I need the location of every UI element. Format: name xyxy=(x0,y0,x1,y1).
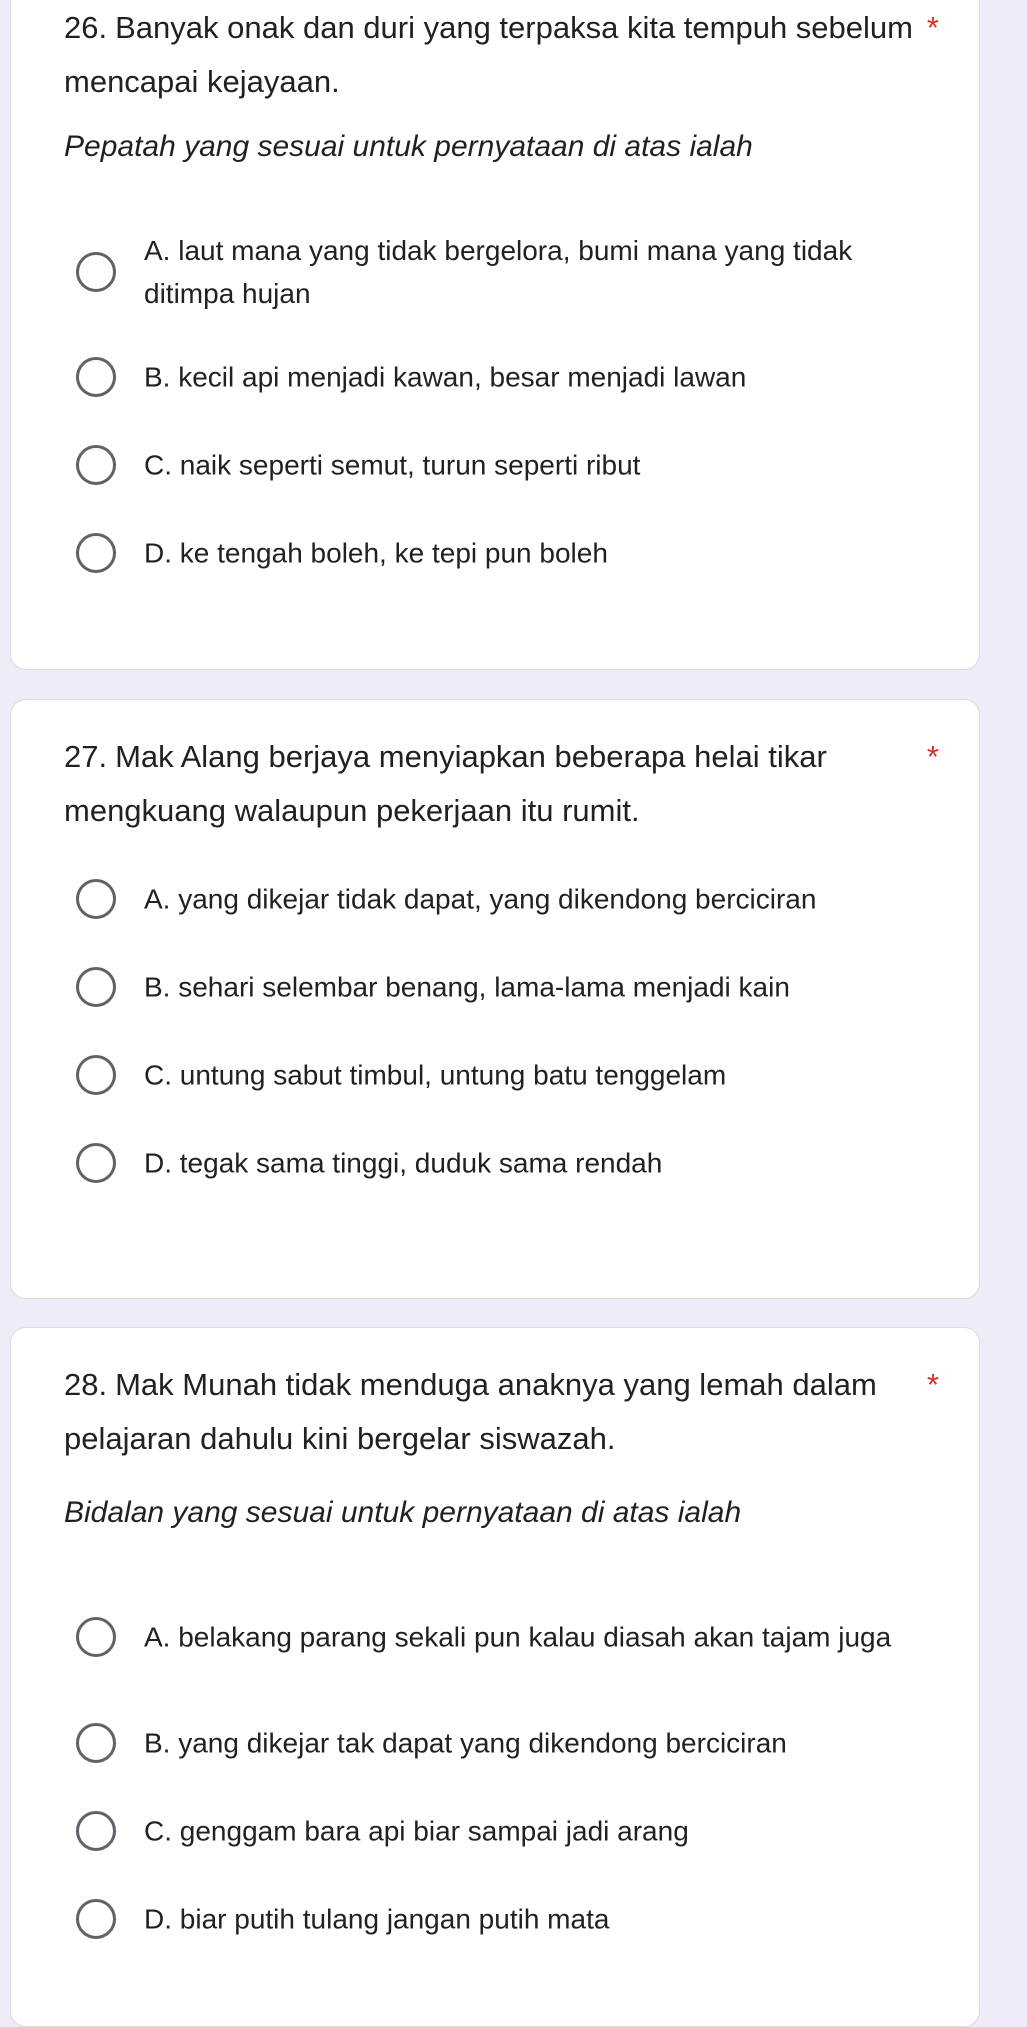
option-label: C. untung sabut timbul, untung batu tenggelam xyxy=(144,1059,727,1091)
question-number: 27. xyxy=(64,739,108,774)
option-label: A. laut mana yang tidak bergelora, bumi mana yang tidak ditimpa hujan xyxy=(144,235,853,309)
radio-button-icon[interactable] xyxy=(76,967,116,1007)
radio-button-icon[interactable] xyxy=(76,1617,116,1657)
question-title xyxy=(64,1,914,109)
option-c[interactable] xyxy=(63,1045,943,1105)
option-label: A. belakang parang sekali pun kalau diasah akan tajam juga xyxy=(144,1621,892,1653)
option-a[interactable] xyxy=(63,1592,943,1682)
required-asterisk: * xyxy=(926,1367,939,1402)
radio-button-icon[interactable] xyxy=(76,445,116,485)
question-number: 28. xyxy=(64,1367,108,1402)
question-title xyxy=(64,730,914,838)
radio-button-icon[interactable] xyxy=(76,1811,116,1851)
option-b[interactable] xyxy=(63,1713,943,1773)
required-asterisk: * xyxy=(926,10,939,45)
option-d[interactable] xyxy=(63,523,943,583)
question-text: Mak Munah tidak menduga anaknya yang lemah dalam pelajaran dahulu kini bergelar siswazah. xyxy=(64,1367,877,1456)
question-title xyxy=(64,1358,914,1466)
question-text: Mak Alang berjaya menyiapkan beberapa helai tikar mengkuang walaupun pekerjaan itu rumit. xyxy=(64,739,827,828)
option-b[interactable] xyxy=(63,347,943,407)
radio-button-icon[interactable] xyxy=(76,533,116,573)
option-label: D. tegak sama tinggi, duduk sama rendah xyxy=(144,1147,663,1179)
option-label: B. kecil api menjadi kawan, besar menjadi lawan xyxy=(144,361,747,393)
question-text: Banyak onak dan duri yang terpaksa kita tempuh sebelum mencapai kejayaan. xyxy=(64,10,913,99)
radio-button-icon[interactable] xyxy=(76,1055,116,1095)
option-label: A. yang dikejar tidak dapat, yang dikendong berciciran xyxy=(144,883,817,915)
option-a[interactable] xyxy=(63,227,943,317)
option-label: B. yang dikejar tak dapat yang dikendong berciciran xyxy=(144,1727,787,1759)
option-d[interactable] xyxy=(63,1889,943,1949)
question-card-28 xyxy=(10,1327,980,2027)
question-number: 26. xyxy=(64,10,108,45)
required-asterisk: * xyxy=(926,739,939,774)
option-label: C. genggam bara api biar sampai jadi arang xyxy=(144,1815,689,1847)
radio-button-icon[interactable] xyxy=(76,1143,116,1183)
radio-button-icon[interactable] xyxy=(76,1899,116,1939)
option-label: D. ke tengah boleh, ke tepi pun boleh xyxy=(144,537,608,569)
option-c[interactable] xyxy=(63,1801,943,1861)
option-c[interactable] xyxy=(63,435,943,495)
option-b[interactable] xyxy=(63,957,943,1017)
option-d[interactable] xyxy=(63,1133,943,1193)
question-card-26 xyxy=(10,0,980,670)
option-a[interactable] xyxy=(63,869,943,929)
question-card-27 xyxy=(10,699,980,1299)
radio-button-icon[interactable] xyxy=(76,879,116,919)
question-description: Pepatah yang sesuai untuk pernyataan di atas ialah xyxy=(64,130,753,163)
option-label: D. biar putih tulang jangan putih mata xyxy=(144,1903,610,1935)
option-label: B. sehari selembar benang, lama-lama menjadi kain xyxy=(144,971,790,1003)
option-label: C. naik seperti semut, turun seperti ribut xyxy=(144,449,641,481)
radio-button-icon[interactable] xyxy=(76,1723,116,1763)
question-description: Bidalan yang sesuai untuk pernyataan di atas ialah xyxy=(64,1496,742,1529)
radio-button-icon[interactable] xyxy=(76,252,116,292)
radio-button-icon[interactable] xyxy=(76,357,116,397)
